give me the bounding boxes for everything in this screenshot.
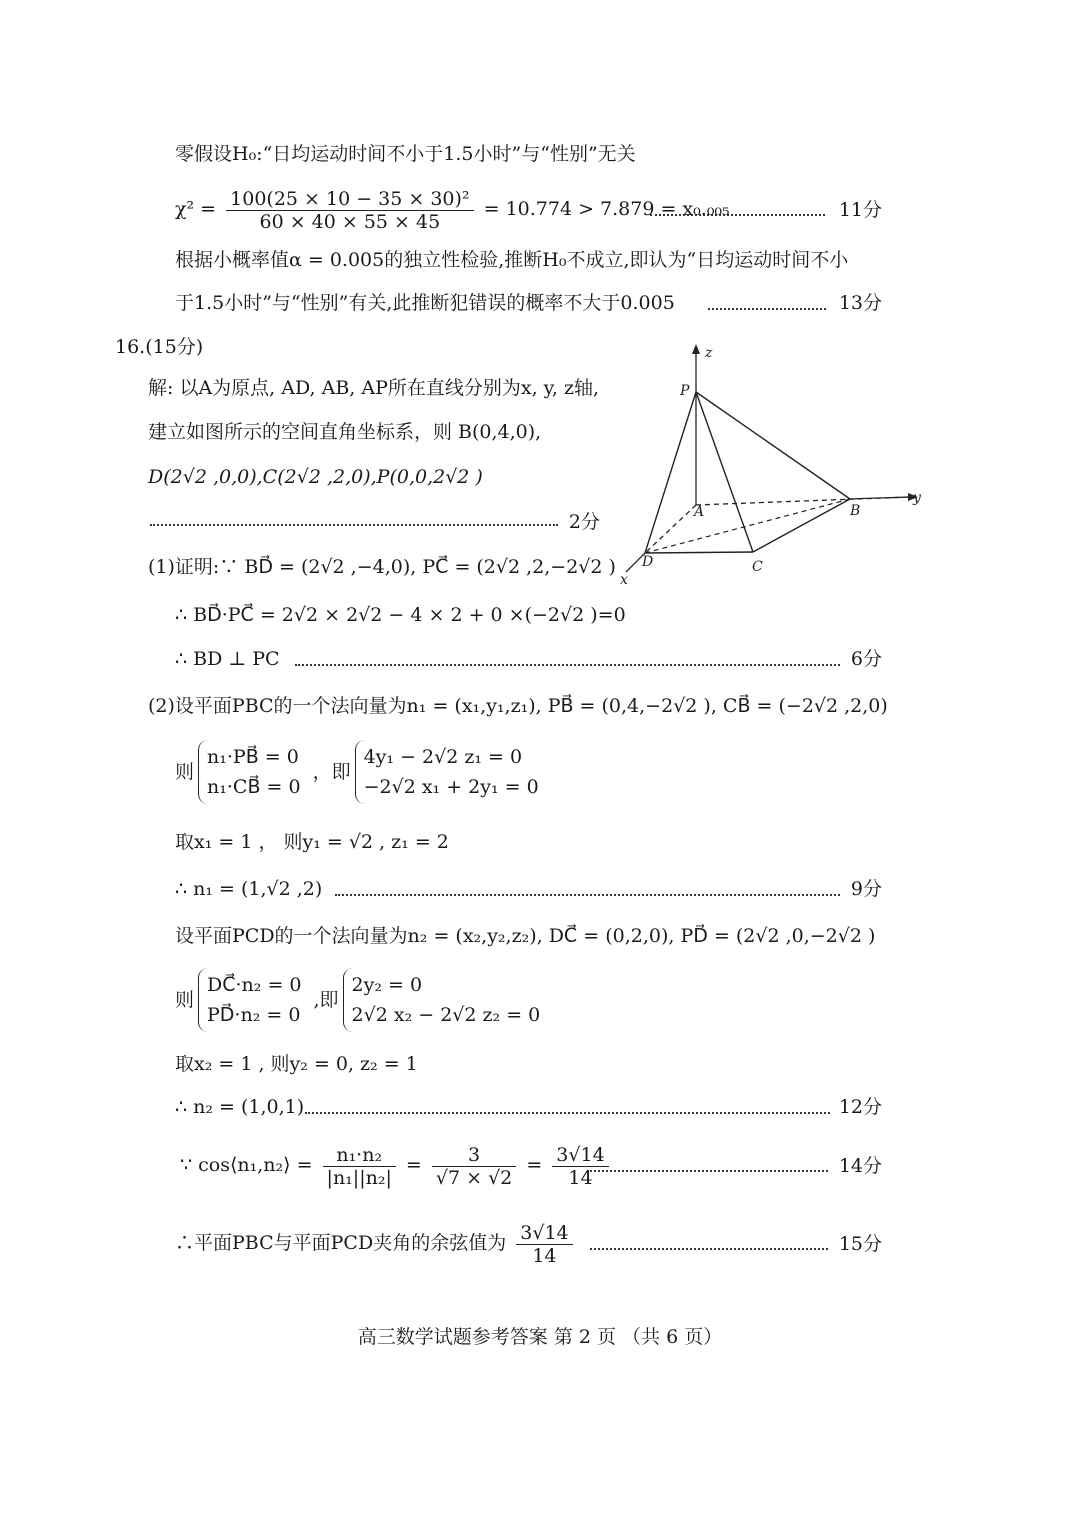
chi-denominator: 60 × 40 × 55 × 45 xyxy=(259,210,441,233)
cos-frac-1 xyxy=(323,1144,396,1189)
eq-pd-n2: PD⃗·n₂ = 0 xyxy=(207,1004,301,1026)
score-14: 14分 xyxy=(838,1155,882,1177)
z-axis-arrow xyxy=(692,344,700,354)
final-frac-den: 14 xyxy=(532,1244,557,1267)
eq-x2-z2: 2√2 x₂ − 2√2 z₂ = 0 xyxy=(351,1004,541,1026)
score-2: 2分 xyxy=(568,511,600,533)
final-frac xyxy=(516,1222,572,1267)
eq-4y1: 4y₁ − 2√2 z₁ = 0 xyxy=(363,746,523,768)
part1-vectors: (1)证明:∵ BD⃗ = (2√2 ,−4,0), PC⃗ = (2√2 ,2,−2√2 ) xyxy=(148,556,616,578)
eq-dc-n2: DC⃗·n₂ = 0 xyxy=(207,974,302,996)
edge-CB xyxy=(753,499,850,552)
cos-frac-3-num: 3√14 xyxy=(552,1144,608,1167)
eq-n1-cb: n₁·CB⃗ = 0 xyxy=(207,776,301,798)
inference-line-2: 于1.5小时”与“性别”有关,此推断犯错误的概率不大于0.005 xyxy=(175,292,675,314)
label-y: y xyxy=(913,490,921,506)
dot-leader xyxy=(708,306,826,310)
dot-leader xyxy=(335,892,840,896)
cos-frac-1-num: n₁·n₂ xyxy=(323,1144,396,1167)
system-2-right xyxy=(343,968,549,1032)
label-z: z xyxy=(705,345,713,361)
score-9: 9分 xyxy=(850,878,882,900)
take-x1: 取x₁ = 1 ， 则y₁ = √2 , z₁ = 2 xyxy=(175,831,449,853)
question-16-title: 16.(15分) xyxy=(115,336,204,358)
dot-leader xyxy=(590,1246,828,1250)
edge-PC xyxy=(696,392,753,552)
cos-frac-3-den: 14 xyxy=(568,1166,593,1189)
final-frac-num: 3√14 xyxy=(516,1222,572,1245)
edge-DB-hidden xyxy=(645,499,850,553)
cosine-formula xyxy=(180,1140,613,1190)
system-1-left xyxy=(198,740,309,804)
eq-2y2: 2y₂ = 0 xyxy=(351,974,423,996)
solution-line-2: 建立如图所示的空间直角坐标系，则 B(0,4,0), xyxy=(148,421,542,443)
dot-leader xyxy=(305,1110,830,1114)
score-6: 6分 xyxy=(850,648,882,670)
null-hypothesis-line: 零假设H₀:“日均运动时间不小于1.5小时”与“性别”无关 xyxy=(175,143,636,165)
chi-rhs: = 10.774 > 7.879 = x₀.₀₀₅ xyxy=(483,198,730,220)
equals-2: = xyxy=(526,1154,543,1176)
part2-normal-n1-setup: (2)设平面PBC的一个法向量为n₁ = (x₁,y₁,z₁), PB⃗ = (0,4,−2√2 ), CB⃗ = (−2√2 ,2,0) xyxy=(148,695,888,717)
final-text: ∴平面PBC与平面PCD夹角的余弦值为 xyxy=(175,1232,507,1254)
edge-DC xyxy=(645,552,753,553)
system-1 xyxy=(175,740,551,804)
score-15: 15分 xyxy=(838,1233,882,1255)
chi-numerator: 100(25 × 10 − 35 × 30)² xyxy=(226,188,473,211)
page-footer: 高三数学试题参考答案 第 2 页 （共 6 页） xyxy=(357,1326,723,1348)
cos-lhs: ∵ cos⟨n₁,n₂⟩ = xyxy=(180,1154,313,1176)
eq-n1-pb: n₁·PB⃗ = 0 xyxy=(207,746,299,768)
chi-square-formula xyxy=(175,186,730,233)
equals-1: = xyxy=(405,1154,422,1176)
system-2-left xyxy=(198,968,309,1032)
cos-frac-1-den: |n₁||n₂| xyxy=(326,1166,392,1189)
inference-line-1: 根据小概率值α = 0.005的独立性检验,推断H₀不成立,即认为“日均运动时间不小 xyxy=(175,249,849,271)
final-answer xyxy=(175,1218,577,1268)
n2-result: ∴ n₂ = (1,0,1) xyxy=(175,1096,305,1118)
ze-label: 则 xyxy=(175,761,195,783)
dot-leader xyxy=(590,1168,828,1172)
label-x: x xyxy=(620,572,628,588)
part1-dot-product: ∴ BD⃗·PC⃗ = 2√2 × 2√2 − 4 × 2 + 0 ×(−2√2 )=0 xyxy=(175,604,626,626)
system-1-right xyxy=(355,740,547,804)
dot-leader xyxy=(650,212,825,216)
label-C: C xyxy=(752,559,763,575)
solution-line-3: D(2√2 ,0,0),C(2√2 ,2,0),P(0,0,2√2 ) xyxy=(148,466,483,488)
score-12: 12分 xyxy=(838,1096,882,1118)
cos-frac-2-num: 3 xyxy=(432,1144,516,1167)
score-13: 13分 xyxy=(838,292,882,314)
take-x2: 取x₂ = 1 , 则y₂ = 0, z₂ = 1 xyxy=(175,1053,418,1075)
dot-leader xyxy=(295,662,840,666)
score-11: 11分 xyxy=(838,199,882,221)
n1-result: ∴ n₁ = (1,√2 ,2) xyxy=(175,878,323,900)
cos-frac-2-den: √7 × √2 xyxy=(435,1166,513,1189)
edge-PB xyxy=(696,392,850,499)
ji-label-2: ,即 xyxy=(313,989,339,1011)
chi-lhs: χ² = xyxy=(175,198,217,220)
part2-normal-n2-setup: 设平面PCD的一个法向量为n₂ = (x₂,y₂,z₂), DC⃗ = (0,2,0), PD⃗ = (2√2 ,0,−2√2 ) xyxy=(175,925,876,947)
eq-x1: −2√2 x₁ + 2y₁ = 0 xyxy=(363,776,539,798)
cos-frac-2 xyxy=(432,1144,516,1189)
ji-label: ，即 xyxy=(312,761,351,783)
label-P: P xyxy=(680,383,690,399)
edge-PD xyxy=(645,392,696,553)
system-2 xyxy=(175,968,552,1032)
part1-conclusion: ∴ BD ⊥ PC xyxy=(175,648,280,670)
solution-line-1: 解: 以A为原点, AD, AB, AP所在直线分别为x, y, z轴, xyxy=(148,377,600,399)
pyramid-figure xyxy=(610,340,930,590)
label-D: D xyxy=(642,554,654,570)
dot-leader xyxy=(150,522,558,526)
label-A: A xyxy=(694,504,705,520)
ze-label-2: 则 xyxy=(175,989,195,1011)
chi-fraction xyxy=(226,188,473,233)
label-B: B xyxy=(850,503,861,519)
cos-frac-3 xyxy=(552,1144,608,1189)
